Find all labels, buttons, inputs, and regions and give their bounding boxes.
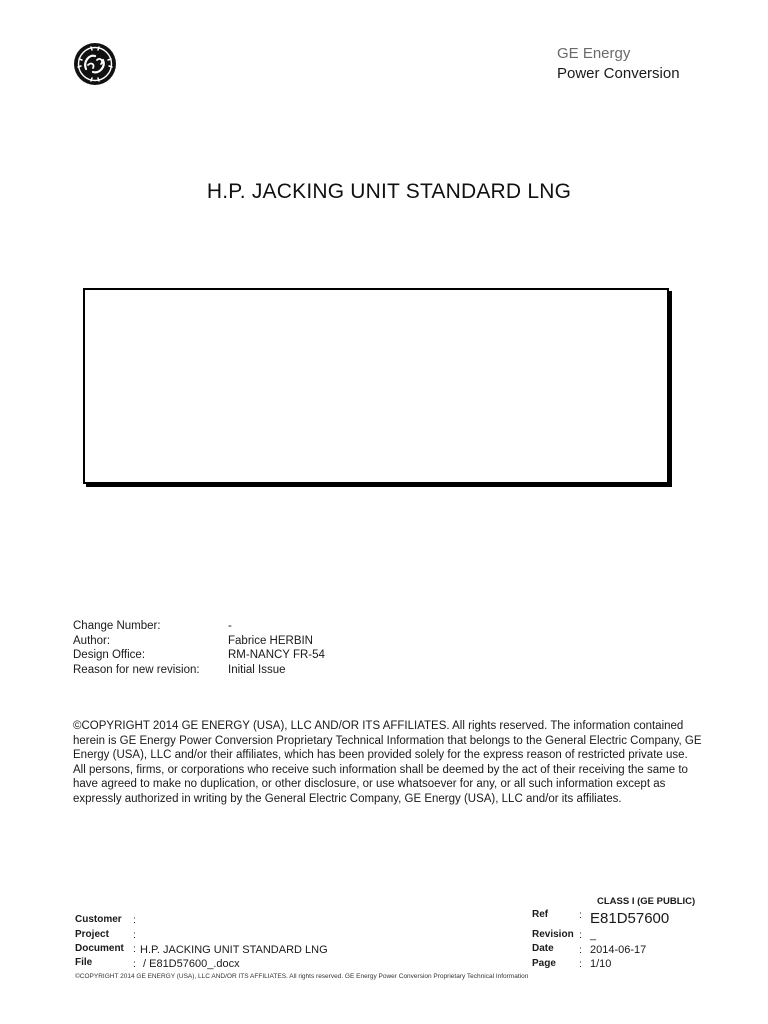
meta-value: Fabrice HERBIN (228, 634, 313, 647)
ge-logo-icon (73, 42, 117, 86)
revision-meta (73, 619, 325, 677)
footer-label-document: Document (75, 943, 124, 954)
footer-colon: : (133, 914, 136, 926)
company-line2: Power Conversion (557, 65, 680, 82)
classification-label: CLASS I (GE PUBLIC) (597, 896, 696, 907)
meta-value: - (228, 620, 232, 632)
company-name (557, 44, 680, 84)
meta-label: Design Office: (73, 649, 146, 662)
footer-colon: : (579, 909, 582, 921)
meta-row (73, 663, 325, 678)
footer-colon: : (133, 958, 136, 970)
footer-label-revision: Revision (532, 929, 574, 940)
footer-colon: : (579, 944, 582, 956)
content-frame (83, 288, 669, 484)
footer-value-ref: E81D57600 (590, 910, 670, 927)
meta-row (73, 648, 325, 663)
footer-label-ref: Ref (532, 909, 549, 920)
copyright-notice: ©COPYRIGHT 2014 GE ENERGY (USA), LLC AND/OR ITS AFFILIATES. All rights reserved. The information contained herein is GE Energy Power Conversion Proprietary Technical Information that belongs to the General Electric Company, GE Energy (USA), LLC and/or their affiliates, which has been provided solely for the express reason of restricted private use. All persons, firms, or corporations who receive such information shall be deemed by the act of their receiving the same to have agreed to make no duplication, or other disclosure, or use whatsoever for any, or all such information except as expressly authorized in writing by the General Electric Company, GE Energy (USA), LLC and/or its affiliates. (73, 720, 702, 805)
footer-value-revision: _ (590, 929, 597, 941)
document-title: H.P. JACKING UNIT STANDARD LNG (206, 180, 572, 203)
meta-label: Author: (73, 634, 111, 647)
footer-colon: : (133, 943, 136, 955)
footer-fine-print: ©COPYRIGHT 2014 GE ENERGY (USA), LLC AND/OR ITS AFFILIATES. All rights reserved. GE Energy Power Conversion Proprietary Technical Information (75, 973, 529, 980)
meta-row (73, 619, 325, 634)
meta-row (73, 634, 325, 649)
footer-label-page: Page (532, 958, 556, 969)
meta-label: Reason for new revision: (73, 663, 200, 676)
footer-value-date: 2014-06-17 (590, 944, 647, 956)
footer-label-date: Date (532, 943, 554, 954)
footer-colon: : (579, 929, 582, 941)
footer-value-document: H.P. JACKING UNIT STANDARD LNG (140, 944, 328, 956)
footer-colon: : (579, 958, 582, 970)
footer-label-file: File (75, 957, 93, 968)
company-line1: GE Energy (557, 45, 631, 62)
meta-value: RM-NANCY FR-54 (228, 649, 325, 662)
footer-label-project: Project (75, 929, 109, 940)
footer-value-page: 1/10 (590, 958, 612, 970)
meta-value: Initial Issue (228, 663, 286, 676)
footer-label-customer: Customer (75, 914, 122, 925)
footer-value-file: / E81D57600_.docx (143, 958, 240, 970)
meta-label: Change Number: (73, 620, 161, 632)
footer-colon: : (133, 929, 136, 941)
